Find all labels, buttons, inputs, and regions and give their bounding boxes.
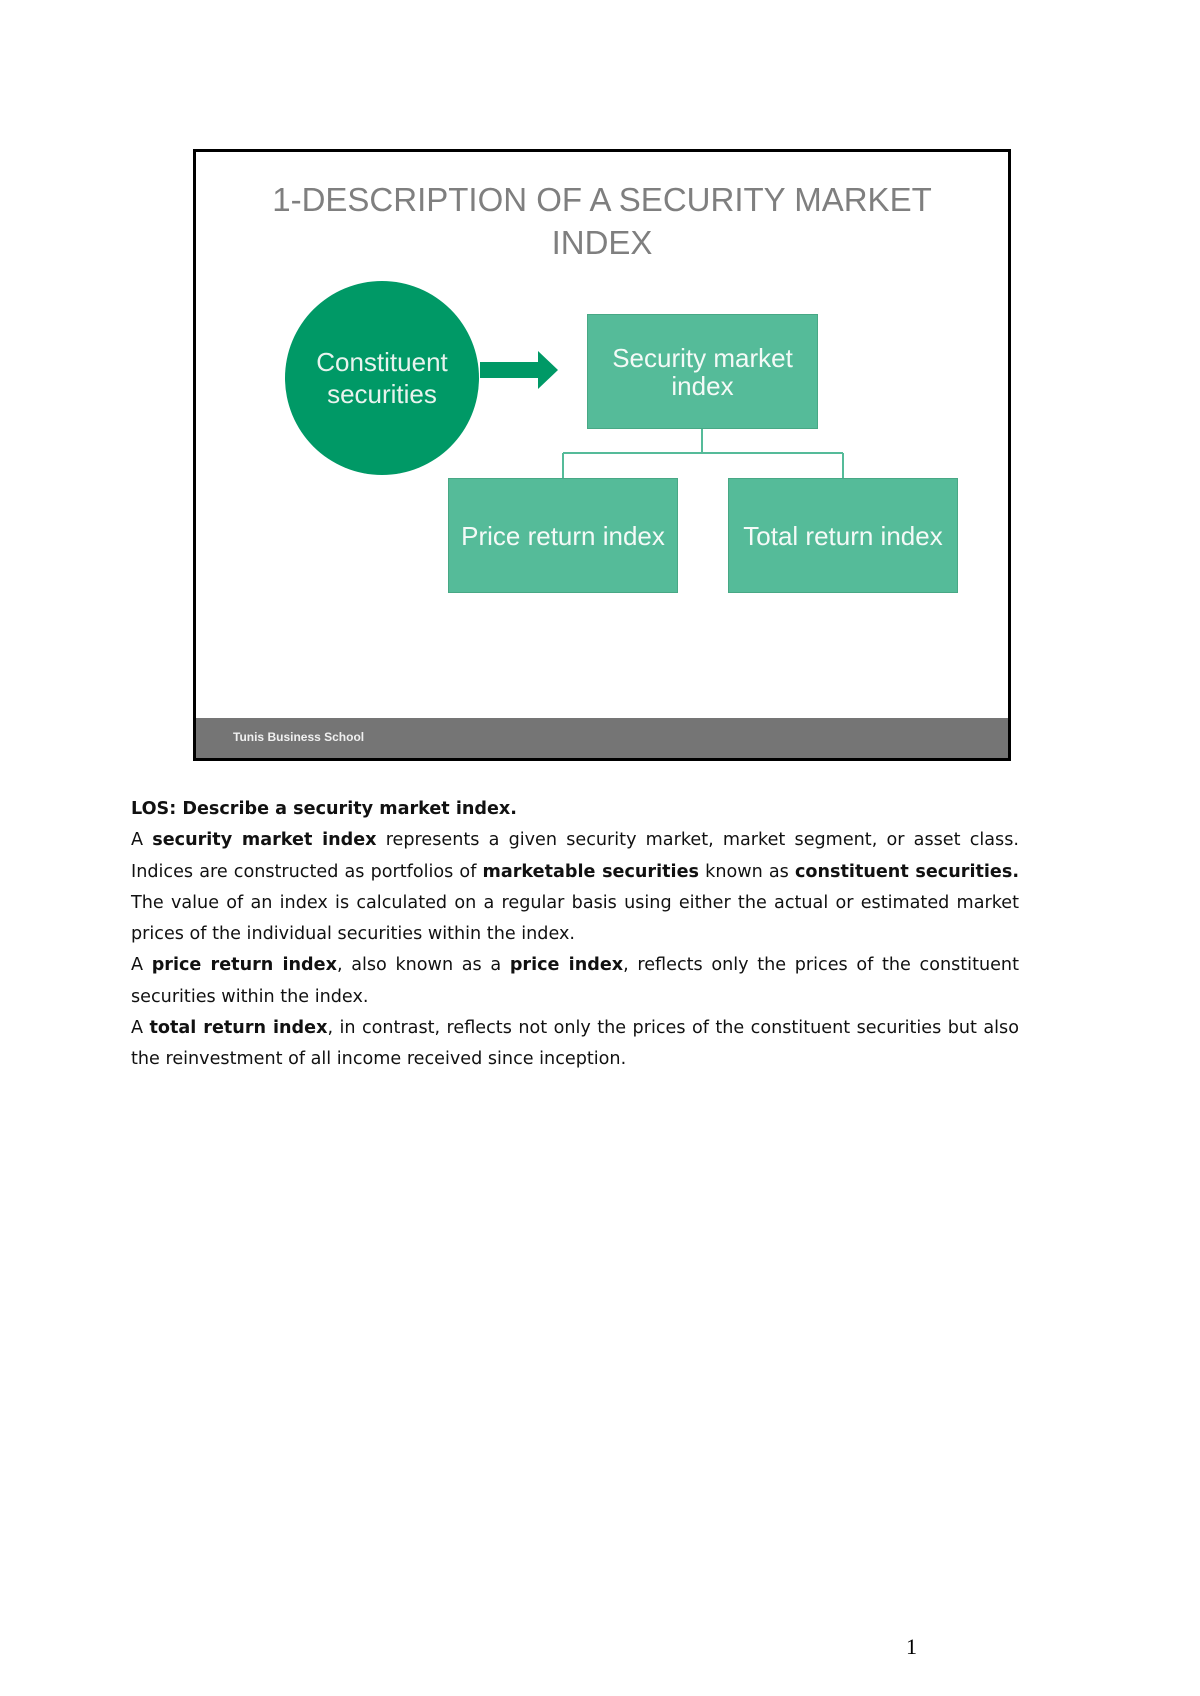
slide-title-line-1: 1-DESCRIPTION OF A SECURITY MARKET: [272, 181, 932, 218]
paragraph-price-return-index: [131, 950, 1019, 1013]
constituent-securities-circle: [285, 281, 479, 475]
text-run: represents a given security market, market segment, or asset class. Indices are constructed as portfolios of: [131, 830, 1019, 882]
los-text: LOS: Describe a security market index.: [131, 799, 517, 819]
term-price-return-index: price return index: [151, 955, 337, 976]
paragraph-total-return-index: [131, 1013, 1019, 1076]
text-run: , also known as a: [336, 955, 510, 976]
constituent-securities-label: Constituent securities: [316, 347, 448, 409]
text-run: A: [131, 955, 152, 976]
slide-title-line-2: INDEX: [551, 224, 653, 261]
term-total-return-index: total return index: [149, 1018, 328, 1039]
slide-footer: [196, 718, 1008, 758]
text-run: A: [131, 1018, 150, 1039]
price-return-index-label: Price return index: [461, 520, 665, 551]
paragraph-security-market-index: [131, 825, 1019, 950]
term-security-market-index: security market index: [152, 830, 377, 851]
slide-title: [196, 178, 1008, 264]
page-number: 1: [906, 1634, 917, 1659]
total-return-index-label: Total return index: [743, 520, 943, 551]
term-marketable-securities: marketable securities: [482, 861, 699, 882]
security-market-index-label: Security market index: [612, 342, 793, 401]
text-run: known as: [699, 861, 795, 882]
text-run: , reflects only the prices of the constituent securities within the index.: [131, 955, 1019, 1007]
total-return-index-box: [728, 478, 958, 593]
los-heading: [131, 794, 1019, 825]
term-price-index: price index: [509, 955, 624, 976]
arrow-right-icon: [480, 349, 560, 391]
slide-footer-label: Tunis Business School: [233, 730, 365, 744]
term-constituent-securities: constituent securities.: [794, 861, 1019, 882]
text-run: The value of an index is calculated on a regular basis using either the actual or estimated market prices of the individual securities within the index.: [131, 892, 1019, 945]
price-return-index-box: [448, 478, 678, 593]
body-text: [131, 794, 1019, 1076]
text-run: , in contrast, reflects not only the prices of the constituent securities but also the reinvestment of all income received since inception.: [131, 1018, 1019, 1070]
security-market-index-box: [587, 314, 818, 429]
slide-image: [193, 149, 1011, 761]
text-run: A: [131, 830, 153, 851]
